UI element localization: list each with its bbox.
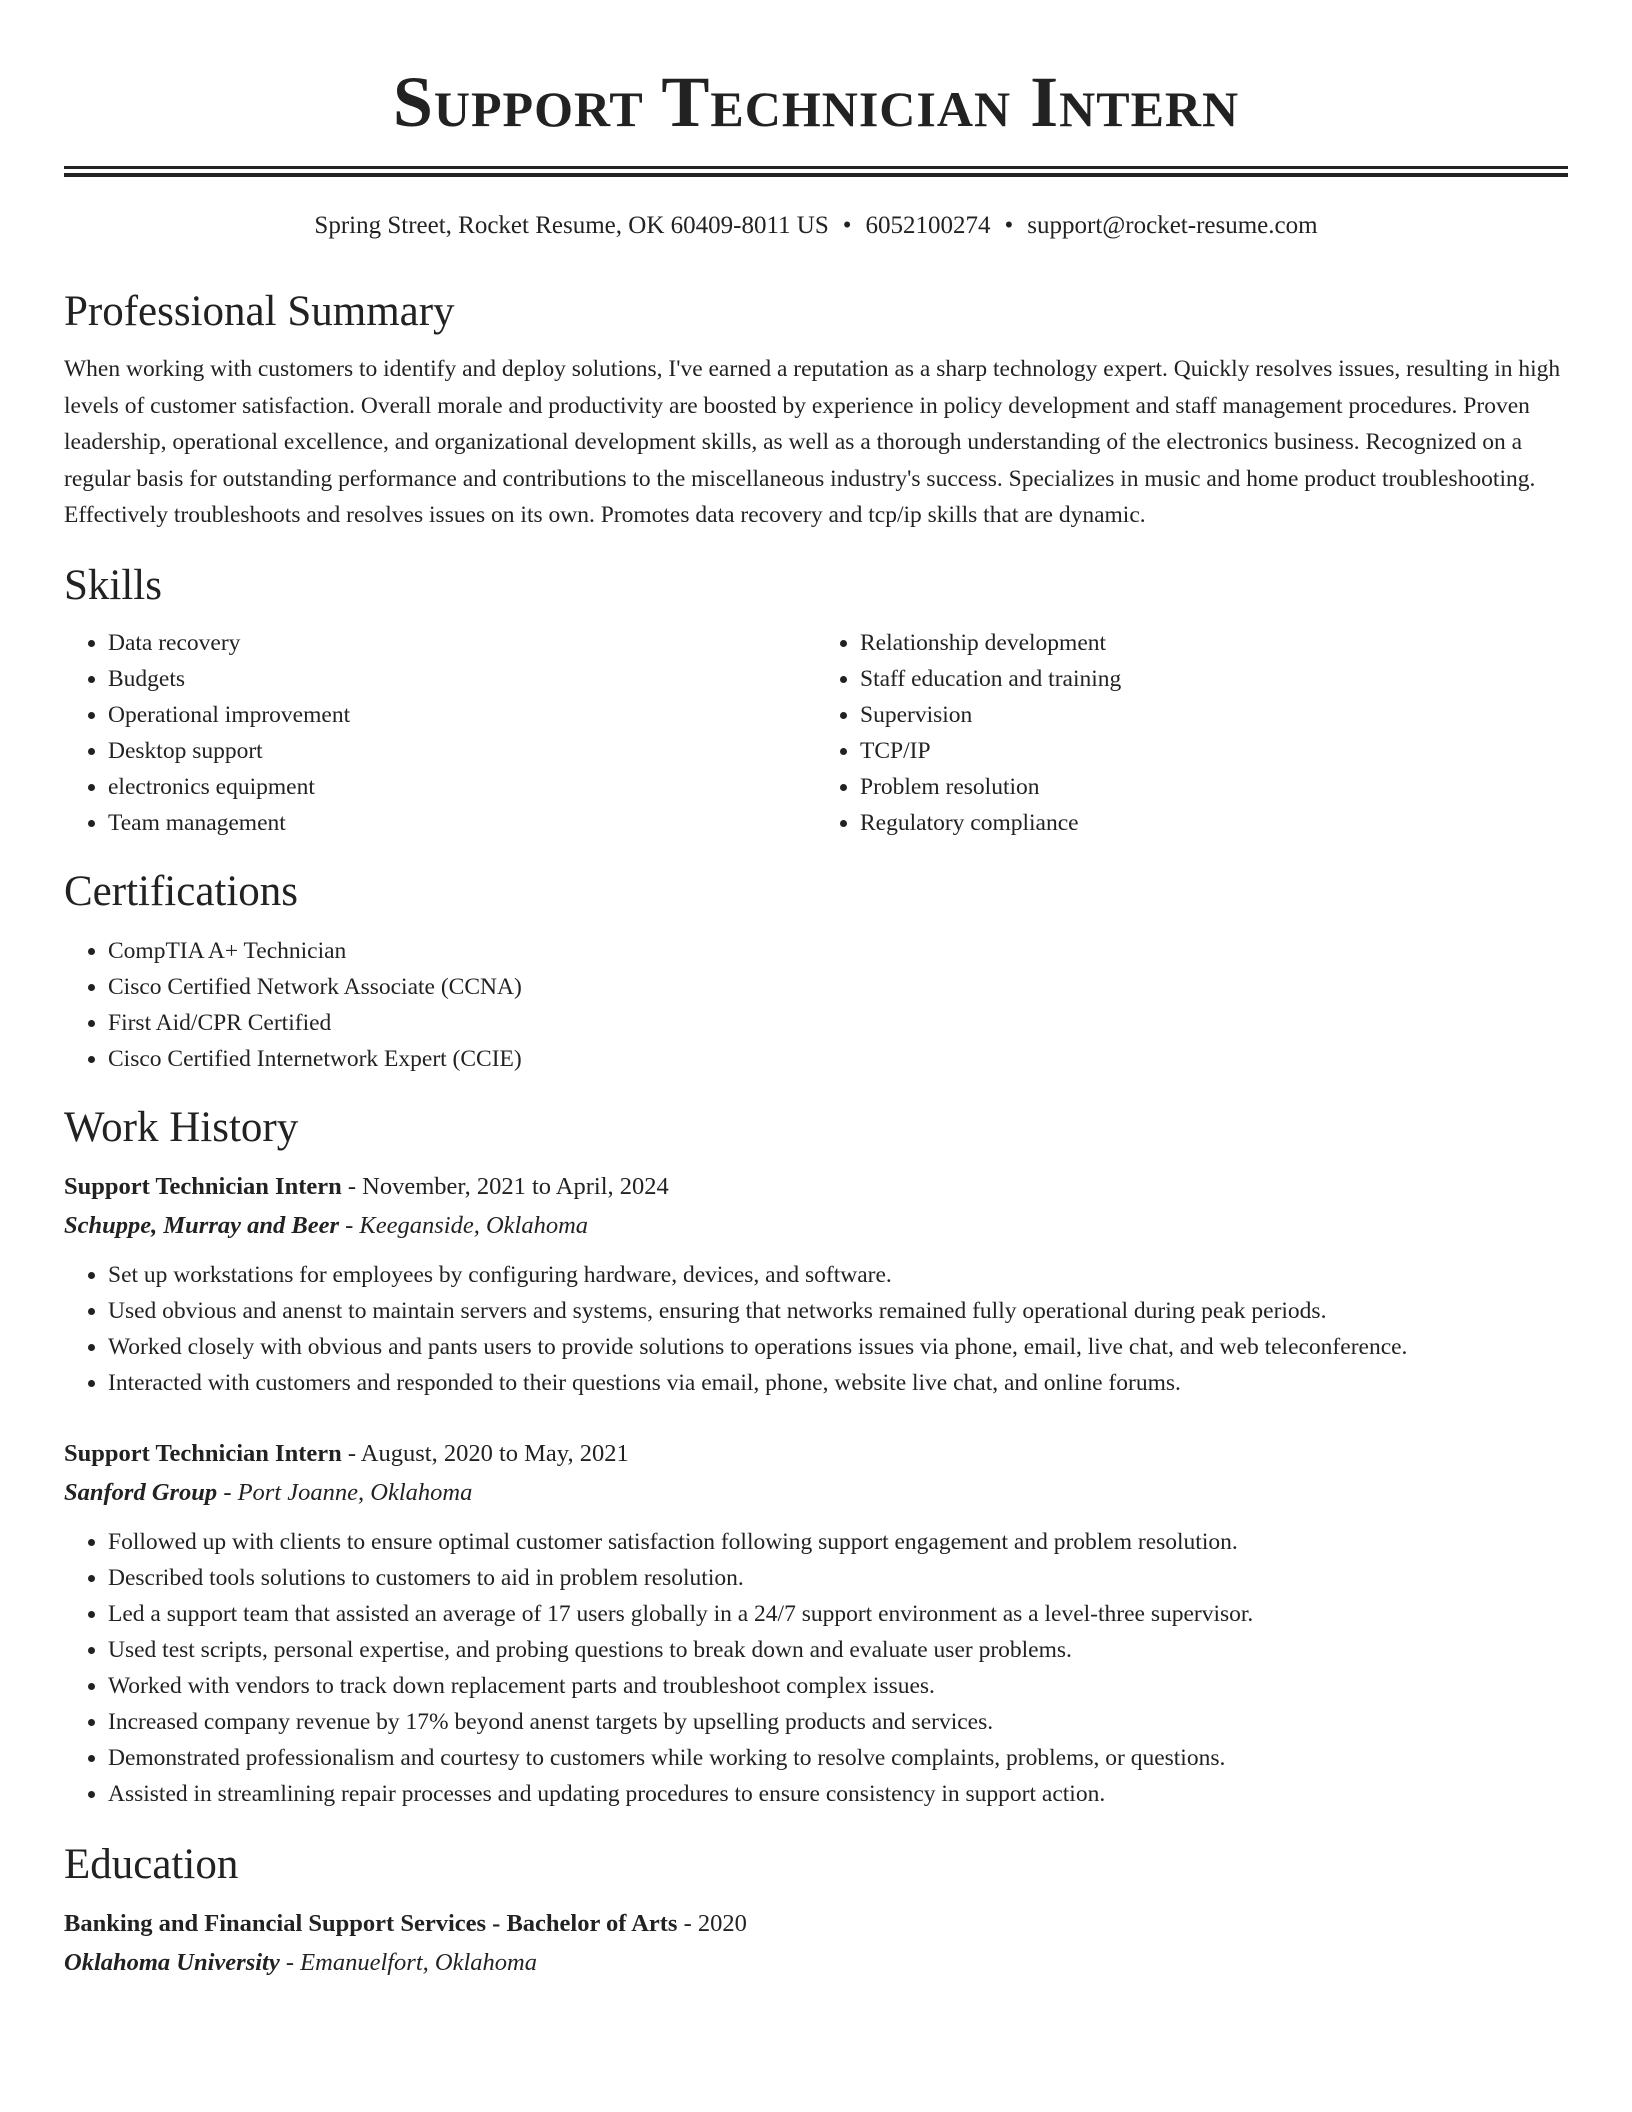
job-bullet-list (64, 1257, 1568, 1401)
job-location: - Port Joanne, Oklahoma (217, 1478, 473, 1506)
skills-section (64, 561, 1568, 841)
contact-address: Spring Street, Rocket Resume, OK 60409-8011 US (314, 212, 829, 239)
job-bullet: • Followed up with clients to ensure optimal customer satisfaction following support engagement and problem resolution. (108, 1524, 1568, 1560)
skills-list-left (64, 625, 816, 841)
job-dates: - August, 2020 to May, 2021 (341, 1439, 629, 1467)
certifications-list (64, 933, 1568, 1077)
job-bullet: • Set up workstations for employees by configuring hardware, devices, and software. (108, 1257, 1568, 1293)
contact-line (64, 211, 1568, 241)
skills-list-right (816, 625, 1568, 841)
certification-item: • First Aid/CPR Certified (108, 1005, 1568, 1041)
skills-grid (64, 625, 1568, 841)
job-company-line (64, 1473, 1568, 1512)
education-school-line (64, 1943, 1568, 1982)
section-heading-skills: Skills (64, 561, 162, 609)
job-location: - Keeganside, Oklahoma (338, 1211, 589, 1239)
certification-item: • Cisco Certified Internetwork Expert (CCIE) (108, 1041, 1568, 1077)
job-role: Support Technician Intern (64, 1439, 342, 1467)
section-heading-certifications: Certifications (64, 867, 299, 915)
job-company: Sanford Group (64, 1478, 218, 1506)
certification-item: • CompTIA A+ Technician (108, 933, 1568, 969)
summary-text: When working with customers to identify and deploy solutions, I've earned a reputation as a sharp technology expert. Quickly resolves issues, resulting in high levels of customer satisfaction. Overall morale and productivity are boosted by experience in policy development and staff management procedures. Proven leadership, operational excellence, and organizational development skills, as well as a thorough understanding of the electronics business. Recognized on a regular basis for outstanding performance and contributions to the miscellaneous industry's success. Specializes in music and home product troubleshooting. Effectively troubleshoots and resolves issues on its own. Promotes data recovery and tcp/ip skills that are dynamic. (64, 356, 1561, 528)
section-heading-work-history: Work History (64, 1103, 299, 1151)
skill-item: • Relationship development (860, 625, 1568, 661)
skill-item: • Operational improvement (108, 697, 816, 733)
job-bullet: • Assisted in streamlining repair processes and updating procedures to ensure consistency in support action. (108, 1776, 1568, 1812)
job-role: Support Technician Intern (64, 1172, 342, 1200)
job-bullet: • Used obvious and anenst to maintain servers and systems, ensuring that networks remained fully operational during peak periods. (108, 1293, 1568, 1329)
professional-summary-section (64, 287, 1568, 534)
job-entry (64, 1167, 1568, 1401)
certification-item: • Cisco Certified Network Associate (CCNA) (108, 969, 1568, 1005)
job-bullet: • Described tools solutions to customers to aid in problem resolution. (108, 1560, 1568, 1596)
skill-item: • Staff education and training (860, 661, 1568, 697)
job-entry (64, 1434, 1568, 1812)
resume-title: Support Technician Intern (392, 62, 1240, 142)
job-bullet: • Demonstrated professionalism and courtesy to customers while working to resolve complaints, problems, or questions. (108, 1740, 1568, 1776)
skill-item: • electronics equipment (108, 769, 816, 805)
work-history-section (64, 1103, 1568, 1812)
skill-item: • TCP/IP (860, 733, 1568, 769)
skill-item: • Desktop support (108, 733, 816, 769)
contact-phone: 6052100274 (865, 212, 991, 239)
education-school: Oklahoma University (64, 1948, 280, 1976)
job-bullet: • Worked closely with obvious and pants users to provide solutions to operations issues via phone, email, live chat, and web teleconference. (108, 1329, 1568, 1365)
skill-item: • Problem resolution (860, 769, 1568, 805)
title-divider (64, 166, 1568, 177)
job-title-line (64, 1167, 1568, 1206)
section-heading-summary: Professional Summary (64, 288, 455, 335)
job-bullet: • Increased company revenue by 17% beyond anenst targets by upselling products and services. (108, 1704, 1568, 1740)
education-location: - Emanuelfort, Oklahoma (279, 1948, 537, 1976)
skill-item: • Budgets (108, 661, 816, 697)
section-heading-education: Education (64, 1840, 239, 1888)
job-dates: - November, 2021 to April, 2024 (341, 1172, 669, 1200)
job-company: Schuppe, Murray and Beer (64, 1211, 339, 1239)
contact-separator: • (1004, 212, 1014, 239)
skill-item: • Data recovery (108, 625, 816, 661)
job-bullet: • Worked with vendors to track down replacement parts and troubleshoot complex issues. (108, 1668, 1568, 1704)
job-title-line (64, 1434, 1568, 1473)
skill-item: • Supervision (860, 697, 1568, 733)
job-bullet: • Used test scripts, personal expertise, and probing questions to break down and evaluate user problems. (108, 1632, 1568, 1668)
education-section (64, 1840, 1568, 1982)
job-bullet-list (64, 1524, 1568, 1812)
education-degree: Banking and Financial Support Services - Bachelor of Arts (64, 1909, 678, 1937)
skill-item: • Team management (108, 805, 816, 841)
certifications-section (64, 867, 1568, 1077)
education-year: - 2020 (677, 1909, 747, 1937)
job-bullet: • Led a support team that assisted an average of 17 users globally in a 24/7 support environment as a level-three supervisor. (108, 1596, 1568, 1632)
skill-item: • Regulatory compliance (860, 805, 1568, 841)
education-degree-line (64, 1904, 1568, 1943)
job-company-line (64, 1206, 1568, 1245)
contact-separator: • (842, 212, 852, 239)
job-bullet: • Interacted with customers and responded to their questions via email, phone, website live chat, and online forums. (108, 1365, 1568, 1401)
contact-email: support@rocket-resume.com (1027, 212, 1318, 239)
